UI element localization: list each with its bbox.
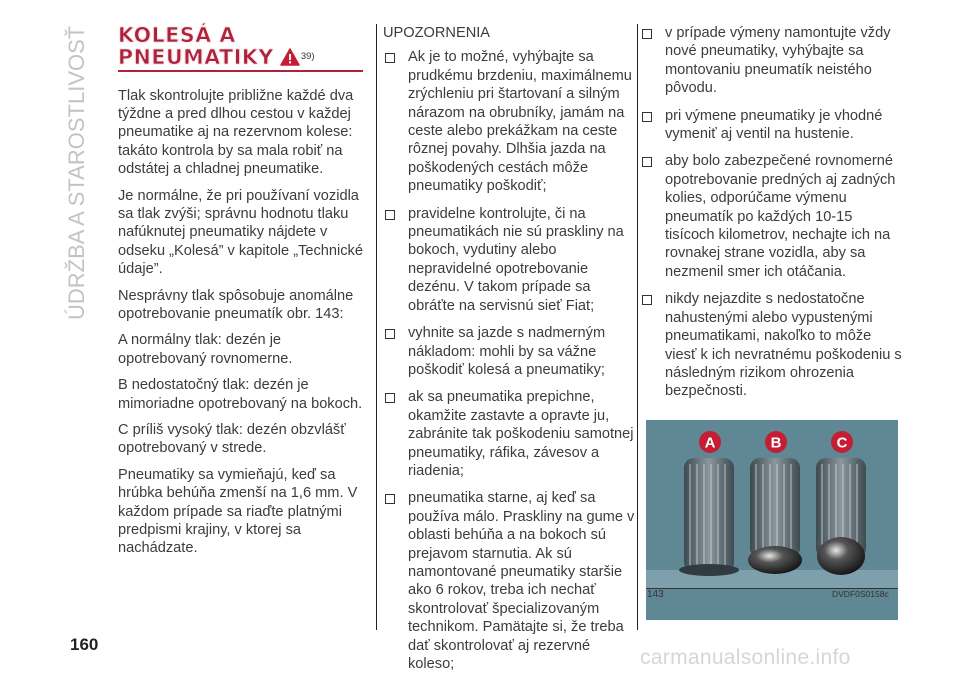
bullet-square-icon <box>642 29 652 39</box>
bullet-square-icon <box>385 393 395 403</box>
tyre-c-overinflated <box>816 458 866 575</box>
bullet-square-icon <box>385 53 395 63</box>
list-item: ak sa pneumatika prepichne, okamžite zastavte a opravte ju, zabránite tak poškodeniu samotnej pneumatiky, ráfika, závesov a riadenia; <box>383 388 635 480</box>
list-item: v prípade výmeny namontujte vždy nové pneumatiky, vyhýbajte sa montovaniu pneumatík neistého pôvodu. <box>640 24 902 98</box>
paragraph: Nesprávny tlak spôsobuje anomálne opotrebovanie pneumatík obr. 143: <box>118 287 354 322</box>
label-c <box>831 431 853 453</box>
column-3 <box>640 24 902 410</box>
svg-text:A: A <box>704 434 716 452</box>
side-title-text: ÚDRŽBA A STAROSTLIVOSŤ <box>64 25 89 320</box>
warning-triangle-icon <box>280 48 300 66</box>
title-underline <box>118 70 363 72</box>
warnings-heading: UPOZORNENIA <box>383 25 491 41</box>
bullet-square-icon <box>642 157 652 167</box>
paragraph-item-c: C príliš vysoký tlak: dezén obzvlášť opotrebovaný v strede. <box>118 422 346 457</box>
label-b <box>765 431 787 453</box>
warning-reference <box>280 48 315 66</box>
svg-text:C: C <box>836 434 848 452</box>
bullet-square-icon <box>642 295 652 305</box>
paragraph: Je normálne, že pri používaní vozidla sa tlak zvýši; správnu hodnotu tlaku nafúknutej pneumatiky nájdete v odseku „Kolesá” v kapitole „Technické údaje”. <box>118 187 363 278</box>
bullet-square-icon <box>642 112 652 122</box>
tyre-a-normal <box>679 458 739 576</box>
column-2 <box>383 24 635 682</box>
bullet-square-icon <box>385 210 395 220</box>
tyre-b-underinflated <box>748 458 802 574</box>
svg-text:B: B <box>770 434 782 452</box>
list-item: aby bolo zabezpečené rovnomerné opotrebovanie predných aj zadných kolies, odporúčame výmenu pneumatík po každých 10-15 tisícoch kilometrov, nechajte ich na rovnakej strane vozidla, aby sa nezmenil smer ich otáčania. <box>640 152 902 281</box>
list-item: pri výmene pneumatiky je vhodné vymeniť aj ventil na hustenie. <box>640 107 902 144</box>
paragraph-item-a: A normálny tlak: dezén je opotrebovaný rovnomerne. <box>118 332 293 367</box>
warning-ref-number: 39) <box>300 50 315 62</box>
list-item: vyhnite sa jazde s nadmerným nákladom: mohli by sa vážne poškodiť kolesá a pneumatiky; <box>383 324 635 379</box>
paragraph: Pneumatiky sa vymieňajú, keď sa hrúbka behúňa zmenší na 1,6 mm. V každom prípade sa riaďte platnými predpismi krajiny, v ktorej sa nachádzate. <box>118 466 358 557</box>
section-title-line2: PNEUMATIKY <box>118 45 274 69</box>
paragraph-item-b: B nedostatočný tlak: dezén je mimoriadne opotrebovaný na bokoch. <box>118 377 363 412</box>
list-item: Ak je to možné, vyhýbajte sa prudkému brzdeniu, maximálnemu zrýchleniu pri štartovaní a silným nárazom na obrubníky, jamám na ceste alebo prekážkam na ceste rôznej povahy. Dlhšia jazda na poškodených cestách môže pneumatiky poškodiť; <box>383 48 635 195</box>
watermark: carmanualsonline.info <box>640 646 851 669</box>
section-title-line1: KOLESÁ A <box>118 23 236 47</box>
figure-number: 143 <box>647 589 664 600</box>
column-divider <box>376 24 377 630</box>
bullet-square-icon <box>385 329 395 339</box>
list-item: pravidelne kontrolujte, či na pneumatikách nie sú praskliny na bokoch, vydutiny alebo nepravidelné opotrebovanie dezénu. V takom prípade sa obráťte na servisnú sieť Fiat; <box>383 205 635 315</box>
bullet-square-icon <box>385 494 395 504</box>
label-a <box>699 431 721 453</box>
paragraph: Tlak skontrolujte približne každé dva týždne a pred dlhou cestou v každej pneumatike aj na rezervnom kolese: takáto kontrola by sa mala robiť na odstátej a chladnej pneumatike. <box>118 87 354 178</box>
side-section-title <box>58 20 98 320</box>
list-item: nikdy nejazdite s nedostatočne nahustenými alebo vypustenými pneumatikami, nakoľko to môže viesť k ich nevratnému poškodeniu s následným rizikom ohrozenia bezpečnosti. <box>640 290 902 400</box>
list-item: pneumatika starne, aj keď sa používa málo. Praskliny na gume v oblasti behúňa a na bokoch sú prejavom starnutia. Ak sú namontované pneumatiky staršie ako 6 rokov, treba ich nechať skontrolovať špecializovaným technikom. Pamätajte si, že treba dať skontrolovať aj rezervné koleso; <box>383 489 635 673</box>
column-divider <box>637 24 638 630</box>
figure-code: DVDF0S0158c <box>832 589 889 599</box>
page-number: 160 <box>70 635 99 654</box>
column-1 <box>118 24 368 566</box>
